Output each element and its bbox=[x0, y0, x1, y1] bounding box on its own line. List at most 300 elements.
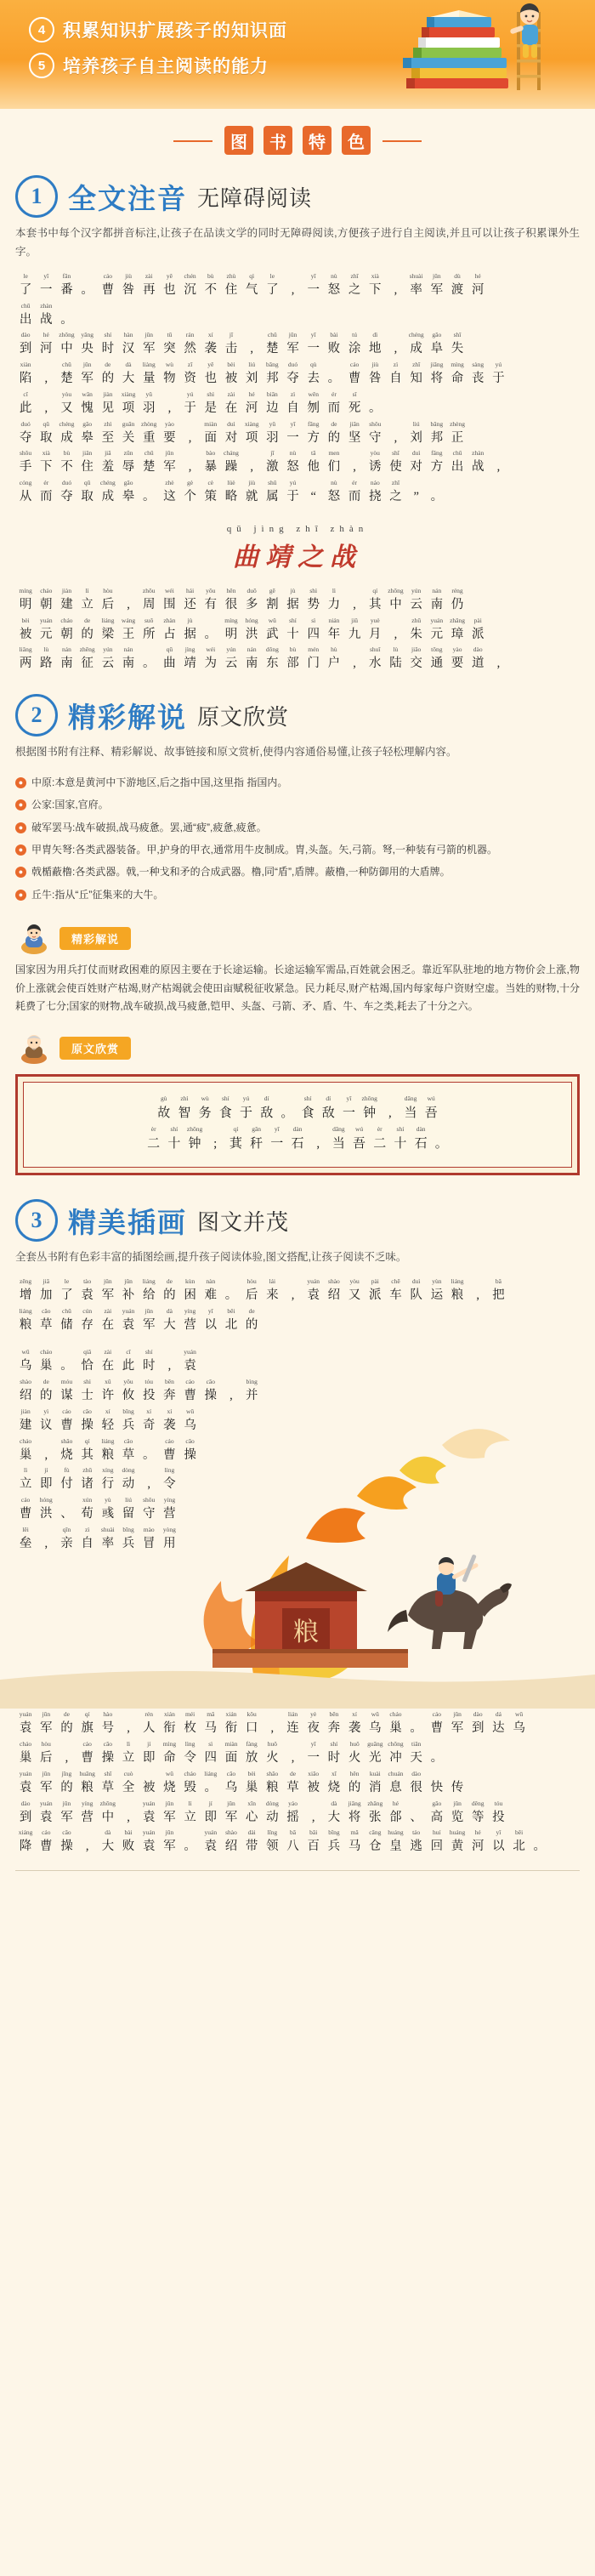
pinyin-char bbox=[118, 1496, 139, 1524]
char-hanzi: 大 bbox=[122, 372, 135, 385]
char-pinyin: cháo bbox=[184, 1769, 196, 1777]
char-hanzi: 的 bbox=[348, 1780, 361, 1794]
char-pinyin: yòng bbox=[162, 1525, 176, 1533]
char-hanzi: 成 bbox=[60, 430, 73, 445]
char-pinyin: zhōng bbox=[388, 586, 404, 594]
pinyin-char bbox=[344, 420, 365, 448]
pinyin-char bbox=[139, 1348, 159, 1376]
char-pinyin: lì bbox=[126, 1740, 131, 1749]
pinyin-char bbox=[406, 587, 427, 615]
char-hanzi: 巢 bbox=[40, 1359, 53, 1373]
char-hanzi: 击 bbox=[224, 342, 238, 356]
pinyin-char bbox=[221, 1770, 241, 1798]
pinyin-char bbox=[77, 1800, 98, 1828]
char-pinyin: nán bbox=[123, 645, 133, 654]
char-pinyin: chǔ bbox=[62, 361, 71, 368]
section-1-heading bbox=[0, 163, 595, 221]
pinyin-char bbox=[118, 1437, 139, 1465]
char-pinyin: nù bbox=[289, 449, 297, 458]
char-hanzi: 夺 bbox=[60, 490, 73, 503]
char-pinyin: bīng bbox=[328, 1828, 340, 1837]
pinyin-char bbox=[421, 1095, 441, 1123]
char-pinyin: de bbox=[166, 1277, 173, 1285]
char-hanzi: 命 bbox=[163, 1751, 176, 1766]
char-pinyin: tōng bbox=[431, 645, 443, 654]
pinyin-char bbox=[509, 1828, 530, 1857]
story-block-3-wrapped bbox=[0, 1343, 304, 1555]
char-hanzi: , bbox=[188, 430, 192, 445]
pinyin-char bbox=[77, 420, 98, 448]
char-pinyin: lì bbox=[188, 1799, 192, 1807]
char-hanzi: 投 bbox=[492, 1810, 505, 1824]
pinyin-char bbox=[385, 361, 405, 389]
char-hanzi: 绍 bbox=[224, 1840, 238, 1854]
pinyin-char bbox=[98, 272, 118, 300]
char-hanzi: 天 bbox=[410, 1751, 422, 1766]
pinyin-char bbox=[221, 1277, 241, 1305]
pinyin-char bbox=[77, 1378, 98, 1406]
pinyin-char bbox=[201, 1378, 221, 1406]
pinyin-char bbox=[447, 1770, 468, 1798]
char-hanzi: 曹 bbox=[184, 1389, 196, 1403]
char-hanzi: 绍 bbox=[19, 1389, 32, 1403]
char-pinyin: cháo bbox=[389, 1710, 402, 1719]
char-hanzi: 洪 bbox=[40, 1507, 53, 1521]
char-hanzi: 故 bbox=[157, 1106, 171, 1120]
char-hanzi: 派 bbox=[471, 627, 484, 641]
char-hanzi: 即 bbox=[204, 1810, 218, 1824]
char-pinyin: shuài bbox=[100, 1525, 115, 1533]
char-pinyin: liáng bbox=[204, 1769, 218, 1777]
pinyin-char bbox=[159, 479, 179, 507]
char-hanzi: 要 bbox=[163, 430, 176, 445]
char-hanzi: 十 bbox=[167, 1136, 181, 1151]
char-pinyin: shí bbox=[170, 1124, 178, 1133]
pinyin-char bbox=[344, 272, 365, 300]
char-pinyin: gè bbox=[187, 479, 194, 486]
pinyin-char bbox=[56, 1710, 76, 1738]
pinyin-char bbox=[56, 1800, 76, 1828]
char-hanzi: 中 bbox=[389, 597, 402, 611]
char-hanzi: 南 bbox=[60, 657, 73, 671]
char-hanzi: 两 bbox=[19, 657, 32, 671]
pinyin-char bbox=[77, 272, 98, 300]
pinyin-char bbox=[411, 1125, 431, 1154]
char-hanzi: 河 bbox=[471, 1840, 484, 1854]
char-hanzi: 了 bbox=[19, 282, 32, 297]
pinyin-char bbox=[180, 331, 201, 359]
char-pinyin: dù bbox=[454, 271, 461, 280]
pinyin-char bbox=[282, 420, 303, 448]
char-pinyin: shǒu bbox=[143, 1496, 156, 1504]
top-banner-item-5-number: 5 bbox=[29, 53, 54, 78]
char-pinyin: kǒu bbox=[246, 1710, 257, 1719]
pinyin-char bbox=[324, 1277, 344, 1305]
pinyin-char bbox=[241, 587, 262, 615]
char-pinyin: tào bbox=[83, 1277, 92, 1285]
char-pinyin: zhū bbox=[411, 616, 422, 624]
pinyin-char bbox=[201, 587, 221, 615]
char-pinyin: de bbox=[42, 1378, 49, 1386]
char-pinyin: nù bbox=[331, 271, 337, 280]
char-hanzi: , bbox=[394, 627, 398, 641]
char-hanzi: 而 bbox=[40, 490, 53, 503]
char-pinyin: jiāng bbox=[430, 361, 444, 368]
pinyin-char bbox=[139, 420, 159, 448]
char-pinyin: cáo bbox=[185, 1378, 195, 1386]
char-pinyin: wáng bbox=[121, 616, 136, 624]
char-hanzi: 袁 bbox=[142, 1840, 156, 1854]
pinyin-char bbox=[447, 617, 468, 645]
pinyin-char bbox=[180, 1770, 201, 1798]
char-pinyin: cháo bbox=[40, 1348, 53, 1356]
char-hanzi: 皋 bbox=[81, 430, 94, 445]
old-master-mascot-icon bbox=[15, 1032, 53, 1064]
char-hanzi: 羽 bbox=[142, 401, 156, 415]
char-hanzi: 即 bbox=[40, 1477, 53, 1492]
pinyin-char bbox=[262, 361, 282, 389]
char-pinyin: jiàn bbox=[61, 586, 72, 594]
note-bullet-icon: ● bbox=[15, 777, 26, 788]
pinyin-char bbox=[15, 1828, 36, 1857]
char-hanzi: , bbox=[394, 430, 398, 445]
char-hanzi: 攸 bbox=[122, 1389, 135, 1403]
char-pinyin: cuò bbox=[123, 1769, 133, 1777]
pinyin-char bbox=[98, 449, 118, 477]
pinyin-char bbox=[262, 272, 282, 300]
pinyin-char bbox=[262, 331, 282, 359]
pinyin-char bbox=[282, 390, 303, 418]
char-pinyin: jūn bbox=[165, 1799, 174, 1807]
pinyin-line bbox=[15, 1277, 580, 1305]
char-hanzi: 率 bbox=[410, 282, 422, 297]
char-pinyin: jī bbox=[270, 449, 275, 458]
top-banner-item-4-number: 4 bbox=[29, 17, 54, 43]
char-pinyin: duō bbox=[246, 586, 257, 594]
char-hanzi: 邦 bbox=[430, 430, 444, 445]
pinyin-char bbox=[36, 1307, 56, 1335]
pinyin-char bbox=[139, 1526, 159, 1554]
pinyin-char bbox=[282, 1770, 303, 1798]
char-hanzi: , bbox=[44, 372, 48, 385]
char-pinyin: lìng bbox=[184, 1740, 196, 1749]
char-hanzi: 自 bbox=[389, 372, 402, 385]
char-pinyin: xǔ bbox=[105, 1378, 111, 1386]
pinyin-char bbox=[468, 272, 488, 300]
pinyin-char bbox=[303, 1770, 324, 1798]
char-pinyin: jiāo bbox=[411, 645, 422, 654]
char-pinyin: sàng bbox=[472, 361, 484, 368]
char-hanzi: 皇 bbox=[389, 1840, 402, 1854]
char-pinyin: de bbox=[105, 361, 111, 368]
char-pinyin: suǒ bbox=[144, 616, 154, 624]
char-hanzi: 不 bbox=[204, 282, 218, 297]
pinyin-char bbox=[344, 587, 365, 615]
char-hanzi: 夜 bbox=[307, 1721, 320, 1736]
char-hanzi: 巢 bbox=[389, 1721, 402, 1736]
char-pinyin: zhòng bbox=[141, 419, 157, 428]
char-pinyin: huáng bbox=[388, 1828, 404, 1837]
char-hanzi: 务 bbox=[198, 1106, 212, 1120]
story-red-title-pinyin: qū jìng zhī zhàn bbox=[226, 523, 369, 534]
pinyin-char bbox=[180, 390, 201, 418]
char-pinyin: jūn bbox=[165, 449, 174, 458]
char-hanzi: 到 bbox=[471, 1721, 484, 1736]
char-hanzi: 成 bbox=[410, 342, 422, 356]
pinyin-char bbox=[15, 1710, 36, 1738]
pinyin-char bbox=[221, 1800, 241, 1828]
char-hanzi: 南 bbox=[245, 657, 258, 671]
pinyin-char bbox=[365, 1800, 385, 1828]
char-hanzi: 快 bbox=[430, 1780, 444, 1794]
char-hanzi: 储 bbox=[60, 1317, 73, 1332]
char-hanzi: 刘 bbox=[410, 430, 422, 445]
char-hanzi: 行 bbox=[101, 1477, 115, 1492]
pinyin-char bbox=[36, 645, 56, 674]
pinyin-char bbox=[98, 1800, 118, 1828]
char-hanzi: 很 bbox=[224, 597, 238, 611]
char-pinyin: liáng bbox=[101, 616, 115, 624]
pinyin-char bbox=[406, 1828, 427, 1857]
char-hanzi: 下 bbox=[369, 282, 382, 297]
char-hanzi: 带 bbox=[245, 1840, 258, 1854]
char-pinyin: yī bbox=[274, 1124, 280, 1133]
pinyin-char bbox=[287, 1125, 308, 1154]
char-hanzi: , bbox=[291, 282, 295, 297]
char-pinyin: fāng bbox=[431, 449, 443, 458]
char-hanzi: 奔 bbox=[327, 1721, 341, 1736]
char-pinyin: yuán bbox=[19, 1710, 32, 1719]
char-hanzi: 连 bbox=[286, 1721, 299, 1736]
char-hanzi: 二 bbox=[373, 1136, 387, 1151]
char-hanzi: 的 bbox=[101, 372, 115, 385]
char-pinyin: qǔ bbox=[42, 419, 50, 428]
pinyin-char bbox=[385, 331, 405, 359]
pinyin-char bbox=[56, 331, 76, 359]
pinyin-char bbox=[159, 1407, 179, 1436]
char-hanzi: 、 bbox=[410, 1810, 422, 1824]
char-pinyin: yòu bbox=[349, 1277, 360, 1285]
char-hanzi: 而 bbox=[327, 401, 341, 415]
char-pinyin: le bbox=[23, 271, 28, 280]
char-hanzi: 辱 bbox=[122, 460, 135, 475]
char-pinyin: xī bbox=[331, 1769, 337, 1777]
char-pinyin: bài bbox=[124, 1828, 133, 1837]
char-pinyin: zhàn bbox=[163, 616, 176, 624]
pinyin-char bbox=[159, 1348, 179, 1376]
badge-char-4: 色 bbox=[342, 126, 371, 155]
char-hanzi: 军 bbox=[142, 342, 156, 356]
pinyin-char bbox=[246, 1125, 267, 1154]
char-hanzi: 坚 bbox=[348, 430, 361, 445]
char-hanzi: , bbox=[394, 342, 398, 356]
pinyin-char bbox=[15, 1407, 36, 1436]
char-hanzi: 成 bbox=[101, 490, 115, 503]
pinyin-char bbox=[56, 1496, 76, 1524]
char-pinyin: zhāng bbox=[367, 1799, 383, 1807]
pinyin-char bbox=[139, 449, 159, 477]
pinyin-char bbox=[235, 1095, 256, 1123]
pinyin-char bbox=[15, 587, 36, 615]
note-item bbox=[15, 774, 580, 791]
pinyin-char bbox=[303, 479, 324, 507]
char-pinyin: réng bbox=[451, 586, 463, 594]
original-text-label: 原文欣赏 bbox=[60, 1037, 131, 1060]
pinyin-char bbox=[159, 420, 179, 448]
pinyin-char bbox=[241, 617, 262, 645]
char-pinyin: qí bbox=[84, 1436, 90, 1445]
char-pinyin: bā bbox=[289, 1828, 297, 1837]
commentary-text: 国家因为用兵打仗而财政困难的原因主要在于长途运输。长途运输军需品,百姓就会困乏。靠近军队驻地的地方物价会上涨,物价上涨就会使百姓财产枯竭,财产枯竭就会使田亩赋税征收紧急。民力耗尽,财产枯竭,国内每家每户资财空虚。当姓的财物,十分耗费了七分;国家的财物,战车破损,战马疲惫,铠甲、头盔、弓箭、矛、盾、牛、车之类,耗去了十分之六。 bbox=[15, 964, 580, 1013]
char-pinyin: shǒu bbox=[20, 449, 32, 458]
pinyin-char bbox=[36, 479, 56, 507]
char-hanzi: 用 bbox=[163, 1536, 176, 1550]
char-hanzi: 荀 bbox=[81, 1507, 94, 1521]
char-hanzi: 军 bbox=[142, 1317, 156, 1332]
original-text-box bbox=[15, 1074, 580, 1175]
feature-badge-wrap bbox=[0, 109, 595, 163]
char-hanzi: 大 bbox=[327, 1810, 341, 1824]
pinyin-char bbox=[98, 479, 118, 507]
char-hanzi: 朝 bbox=[60, 627, 73, 641]
char-hanzi: 智 bbox=[178, 1106, 191, 1120]
char-hanzi: , bbox=[496, 657, 501, 671]
char-pinyin: chéng bbox=[408, 331, 424, 339]
char-pinyin: qì bbox=[249, 271, 255, 280]
char-pinyin: yě bbox=[166, 271, 173, 280]
top-banner-item-5-text: 培养孩子自主阅读的能力 bbox=[63, 57, 269, 77]
pinyin-char bbox=[488, 645, 508, 674]
pinyin-char bbox=[98, 420, 118, 448]
char-pinyin: dào bbox=[473, 645, 483, 654]
char-pinyin: gāo bbox=[123, 479, 133, 486]
pinyin-line bbox=[15, 1307, 580, 1335]
pinyin-char bbox=[98, 1496, 118, 1524]
char-hanzi: 有 bbox=[204, 597, 218, 611]
char-pinyin: dāng bbox=[404, 1095, 417, 1102]
char-pinyin: yíng bbox=[163, 1496, 176, 1504]
pinyin-char bbox=[159, 1466, 179, 1494]
char-hanzi: 以 bbox=[492, 1840, 505, 1854]
pinyin-char bbox=[468, 645, 488, 674]
char-pinyin: gāo bbox=[432, 331, 442, 339]
pinyin-char bbox=[344, 1277, 365, 1305]
top-banner bbox=[0, 0, 595, 109]
char-pinyin: jiā bbox=[105, 449, 111, 458]
pinyin-char bbox=[324, 1710, 344, 1738]
pinyin-char bbox=[15, 449, 36, 477]
char-pinyin: yī bbox=[310, 331, 316, 339]
pinyin-char bbox=[308, 1125, 328, 1154]
char-pinyin: cháo bbox=[20, 1740, 32, 1749]
pinyin-char bbox=[118, 1407, 139, 1436]
char-pinyin: jūn bbox=[433, 271, 441, 280]
char-hanzi: 大 bbox=[101, 1840, 115, 1854]
note-text: 甲胄矢弩:各类武器装备。甲,护身的甲衣,通常用牛皮制成。胄,头盔。矢,弓箭。弩,一种装有弓箭的机器。 bbox=[31, 844, 498, 856]
char-hanzi: 据 bbox=[286, 597, 299, 611]
char-hanzi: 璋 bbox=[450, 627, 464, 641]
section-3-title-main: 精美插画 bbox=[68, 1206, 187, 1238]
pinyin-char bbox=[118, 272, 139, 300]
char-hanzi: 将 bbox=[430, 372, 444, 385]
pinyin-char bbox=[139, 1496, 159, 1524]
pinyin-char bbox=[36, 449, 56, 477]
char-pinyin: yún bbox=[103, 645, 113, 654]
pinyin-char bbox=[159, 1828, 179, 1857]
pinyin-char bbox=[365, 617, 385, 645]
char-hanzi: 之 bbox=[389, 490, 402, 503]
char-pinyin: shuǐ bbox=[370, 645, 381, 654]
char-pinyin: rén bbox=[144, 1710, 153, 1719]
pinyin-char bbox=[298, 1095, 318, 1123]
pinyin-char bbox=[468, 449, 488, 477]
char-hanzi: 军 bbox=[163, 460, 176, 475]
char-pinyin: mào bbox=[143, 1525, 155, 1533]
char-hanzi: 的 bbox=[60, 1721, 73, 1736]
pinyin-char bbox=[98, 1407, 118, 1436]
pinyin-char bbox=[262, 1800, 282, 1828]
char-pinyin: jiù bbox=[125, 271, 132, 280]
char-hanzi: 河 bbox=[245, 401, 258, 415]
pinyin-char bbox=[15, 390, 36, 418]
char-hanzi: 曹 bbox=[40, 1840, 53, 1854]
pinyin-char bbox=[15, 1770, 36, 1798]
pinyin-char bbox=[77, 645, 98, 674]
char-pinyin: pài bbox=[473, 616, 482, 624]
pinyin-line bbox=[15, 1800, 580, 1828]
pinyin-char bbox=[180, 1740, 201, 1768]
char-hanzi: 。 bbox=[142, 657, 156, 671]
char-pinyin: móu bbox=[60, 1378, 73, 1386]
char-hanzi: 项 bbox=[122, 401, 135, 415]
char-pinyin: yuán bbox=[19, 1769, 32, 1777]
pinyin-char bbox=[241, 1277, 262, 1305]
pinyin-char bbox=[56, 272, 76, 300]
section-3-heading bbox=[0, 1187, 595, 1245]
char-hanzi: 败 bbox=[327, 342, 341, 356]
pinyin-char bbox=[303, 449, 324, 477]
char-hanzi: 挠 bbox=[369, 490, 382, 503]
pinyin-char bbox=[56, 390, 76, 418]
char-hanzi: 住 bbox=[224, 282, 238, 297]
pinyin-line bbox=[15, 449, 580, 477]
char-pinyin: zhāng bbox=[450, 616, 465, 624]
pinyin-char bbox=[36, 1526, 56, 1554]
char-hanzi: 于 bbox=[286, 490, 299, 503]
char-pinyin: shǒu bbox=[369, 419, 382, 428]
char-pinyin: yú bbox=[186, 390, 194, 398]
char-hanzi: 一 bbox=[307, 342, 320, 356]
char-pinyin: dòng bbox=[265, 1799, 279, 1807]
char-hanzi: 突 bbox=[163, 342, 176, 356]
pinyin-char bbox=[324, 479, 344, 507]
char-pinyin: cāng bbox=[369, 1828, 382, 1837]
pinyin-char bbox=[180, 272, 201, 300]
pinyin-char bbox=[201, 1277, 221, 1305]
pinyin-char bbox=[56, 587, 76, 615]
pinyin-char bbox=[139, 1740, 159, 1768]
pinyin-char bbox=[262, 617, 282, 645]
pinyin-char bbox=[385, 1710, 405, 1738]
pinyin-char bbox=[159, 645, 179, 674]
char-pinyin: nán bbox=[62, 645, 71, 654]
char-pinyin: cháng bbox=[224, 449, 239, 458]
pinyin-line bbox=[15, 1770, 580, 1798]
char-pinyin: hé bbox=[392, 1799, 400, 1807]
char-pinyin: wéi bbox=[206, 645, 216, 654]
pinyin-line bbox=[15, 617, 580, 645]
char-pinyin: chū bbox=[452, 449, 462, 458]
